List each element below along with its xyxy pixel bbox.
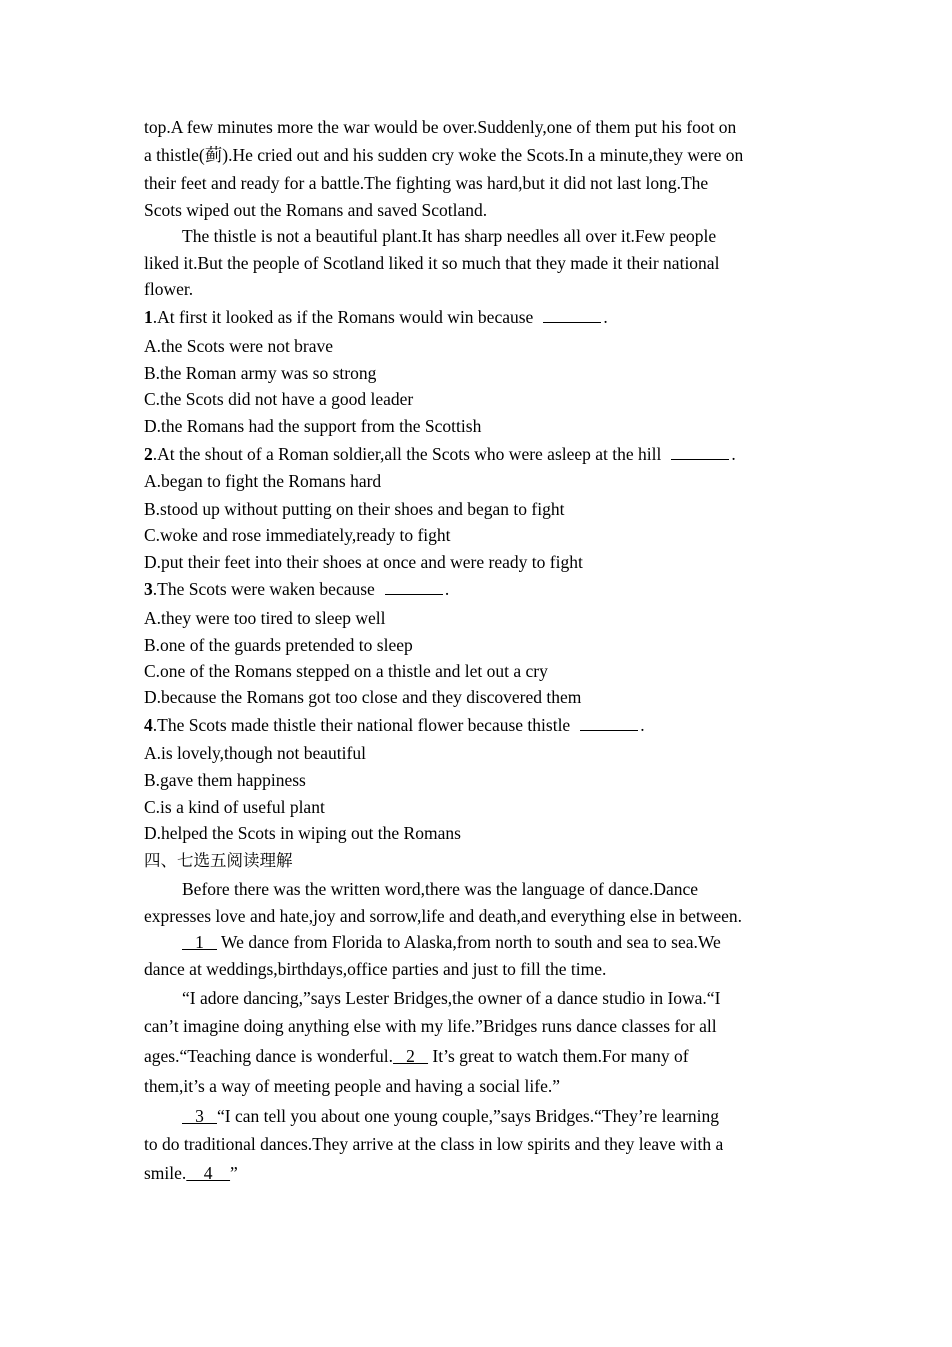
question-end: . bbox=[444, 579, 450, 599]
passage-line: Before there was the written word,there was the language of dance.Dance bbox=[182, 879, 699, 899]
option-b: B.the Roman army was so strong bbox=[144, 363, 377, 383]
option-b: B.one of the guards pretended to sleep bbox=[144, 635, 413, 655]
question-end: . bbox=[640, 715, 645, 735]
answer-blank bbox=[385, 579, 443, 595]
numbered-blank: 4 bbox=[186, 1163, 231, 1183]
passage-line: can’t imagine doing anything else with my life.”Bridges runs dance classes for all bbox=[144, 1016, 717, 1036]
passage-line: top.A few minutes more the war would be over.Suddenly,one of them put his foot on bbox=[144, 117, 737, 137]
passage-line: to do traditional dances.They arrive at the class in low spirits and they leave with a bbox=[144, 1134, 724, 1154]
question-number: 2 bbox=[144, 444, 153, 464]
passage-line: Scots wiped out the Romans and saved Scotland. bbox=[144, 200, 488, 220]
passage-line: liked it.But the people of Scotland liked it so much that they made it their national bbox=[144, 253, 720, 273]
option-d: D.put their feet into their shoes at once and were ready to fight bbox=[144, 552, 583, 572]
passage-line: them,it’s a way of meeting people and having a social life.” bbox=[144, 1076, 560, 1096]
numbered-blank: 1 bbox=[182, 932, 217, 952]
option-d: D.the Romans had the support from the Scottish bbox=[144, 416, 482, 436]
numbered-blank: 3 bbox=[182, 1106, 217, 1126]
passage-text: It’s great to watch them.For many of bbox=[428, 1046, 689, 1066]
passage-text: smile. bbox=[144, 1163, 187, 1183]
answer-blank bbox=[543, 307, 601, 323]
passage-line: “I adore dancing,”says Lester Bridges,the owner of a dance studio in Iowa.“I bbox=[182, 988, 721, 1008]
option-a: A.began to fight the Romans hard bbox=[144, 471, 382, 491]
passage-line bbox=[182, 1105, 719, 1127]
numbered-blank: 2 bbox=[393, 1046, 429, 1066]
passage-line: expresses love and hate,joy and sorrow,life and death,and everything else in between. bbox=[144, 906, 743, 926]
question-number: 4 bbox=[144, 715, 153, 735]
passage-text: “I can tell you about one young couple,”says Bridges.“They’re learning bbox=[217, 1106, 719, 1126]
option-a: A.the Scots were not brave bbox=[144, 336, 334, 356]
passage-text: ages.“Teaching dance is wonderful. bbox=[144, 1046, 394, 1066]
option-a: A.they were too tired to sleep well bbox=[144, 608, 386, 628]
option-c: C.the Scots did not have a good leader bbox=[144, 389, 414, 409]
passage-line bbox=[144, 1045, 689, 1067]
option-b: B.stood up without putting on their shoes and began to fight bbox=[144, 499, 565, 519]
question-number: 1 bbox=[144, 307, 153, 327]
question-text: .At first it looked as if the Romans would win because bbox=[152, 307, 534, 327]
option-b: B.gave them happiness bbox=[144, 770, 306, 790]
answer-blank bbox=[671, 444, 729, 460]
passage-text: ” bbox=[230, 1163, 238, 1183]
question-2-stem bbox=[144, 443, 736, 465]
question-3-stem bbox=[144, 578, 449, 600]
question-1-stem bbox=[144, 306, 608, 328]
passage-line bbox=[182, 931, 721, 953]
question-text: .The Scots made thistle their national flower because thistle bbox=[152, 715, 571, 735]
passage-line bbox=[144, 1162, 238, 1184]
passage-line: dance at weddings,birthdays,office parties and just to fill the time. bbox=[144, 959, 607, 979]
option-d: D.because the Romans got too close and they discovered them bbox=[144, 687, 582, 707]
passage-text: We dance from Florida to Alaska,from north to south and sea to sea.We bbox=[217, 932, 721, 952]
passage-line: The thistle is not a beautiful plant.It has sharp needles all over it.Few people bbox=[182, 226, 717, 246]
passage-line: flower. bbox=[144, 279, 194, 299]
passage-line: their feet and ready for a battle.The fighting was hard,but it did not last long.The bbox=[144, 173, 709, 193]
option-d: D.helped the Scots in wiping out the Romans bbox=[144, 823, 461, 843]
option-c: C.one of the Romans stepped on a thistle and let out a cry bbox=[144, 661, 548, 681]
section-heading: 四、七选五阅读理解 bbox=[144, 851, 293, 870]
question-text: .The Scots were waken because bbox=[152, 579, 375, 599]
question-4-stem bbox=[144, 714, 645, 736]
option-c: C.is a kind of useful plant bbox=[144, 797, 325, 817]
passage-line: a thistle(蓟).He cried out and his sudden cry woke the Scots.In a minute,they were on bbox=[144, 145, 744, 165]
answer-blank bbox=[580, 715, 638, 731]
question-text: .At the shout of a Roman soldier,all the Scots who were asleep at the hill bbox=[152, 444, 662, 464]
question-end: . bbox=[731, 444, 736, 464]
question-number: 3 bbox=[144, 579, 153, 599]
option-a: A.is lovely,though not beautiful bbox=[144, 743, 366, 763]
question-end: . bbox=[603, 307, 608, 327]
option-c: C.woke and rose immediately,ready to fight bbox=[144, 525, 451, 545]
